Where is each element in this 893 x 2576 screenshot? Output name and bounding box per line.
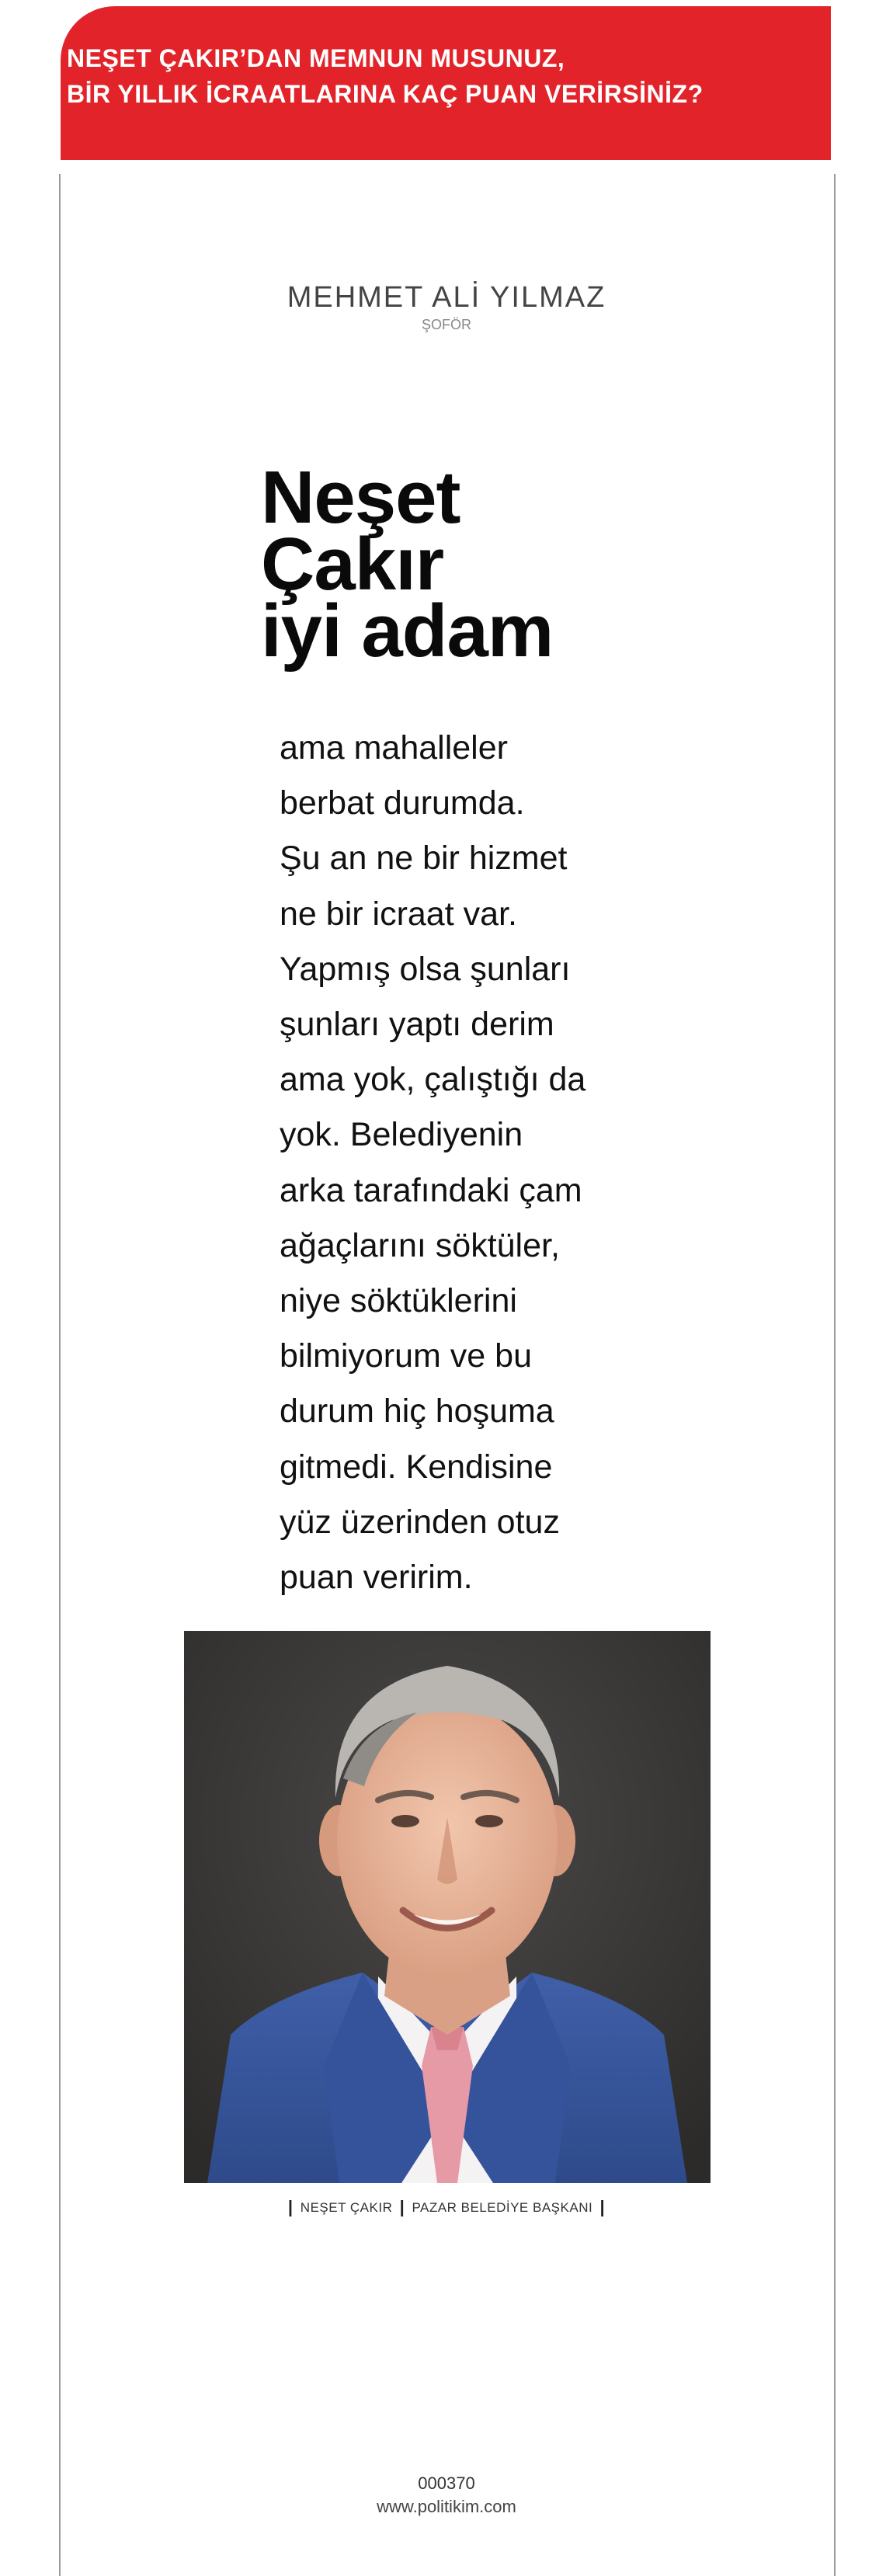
headline-line-2: Çakır [261,523,444,606]
quote-body [280,721,714,1605]
body-line: durum hiç hoşuma [280,1392,554,1431]
body-line: ama mahalleler [280,729,508,767]
headline [261,456,665,673]
caption-name: NEŞET ÇAKIR [300,2200,393,2215]
portrait-photo [184,1631,711,2183]
footer-code: 000370 [418,2473,475,2493]
body-line: şunları yaptı derim [280,1006,554,1044]
banner-question [67,40,766,112]
body-line: yok. Belediyenin [280,1116,523,1154]
banner-line-1: NEŞET ÇAKIR’DAN MEMNUN MUSUNUZ, [67,44,565,72]
caption-separator: | [287,2197,294,2216]
body-line: gitmedi. Kendisine [280,1448,553,1486]
footer-website-link[interactable]: www.politikim.com [377,2497,516,2516]
banner-line-2: BİR YILLIK İCRAATLARINA KAÇ PUAN VERİRSİNİZ? [67,80,704,108]
author-name: MEHMET ALİ YILMAZ [287,281,606,314]
portrait-illustration [184,1631,711,2183]
body-line: puan veririm. [280,1559,473,1597]
body-line: bilmiyorum ve bu [280,1337,532,1375]
caption-separator: | [599,2197,606,2216]
body-line: ağaçlarını söktüler, [280,1226,560,1264]
headline-line-3: iyi adam [261,589,554,673]
body-line: yüz üzerinden otuz [280,1503,560,1541]
author-occupation: ŞOFÖR [421,317,471,332]
body-line: Yapmış olsa şunları [280,950,571,988]
caption-title: PAZAR BELEDİYE BAŞKANI [412,2200,593,2215]
headline-line-1: Neşet [261,456,460,539]
body-line: ama yok, çalıştığı da [280,1061,586,1099]
body-line: Şu an ne bir hizmet [280,840,568,878]
page-footer [0,2472,893,2519]
body-line: ne bir icraat var. [280,895,517,933]
photo-caption [0,2196,893,2216]
body-line: berbat durumda. [280,784,525,822]
author-block [0,280,893,334]
caption-separator: | [399,2197,405,2216]
body-line: niye söktüklerini [280,1282,517,1320]
body-line: arka tarafındaki çam [280,1171,582,1209]
